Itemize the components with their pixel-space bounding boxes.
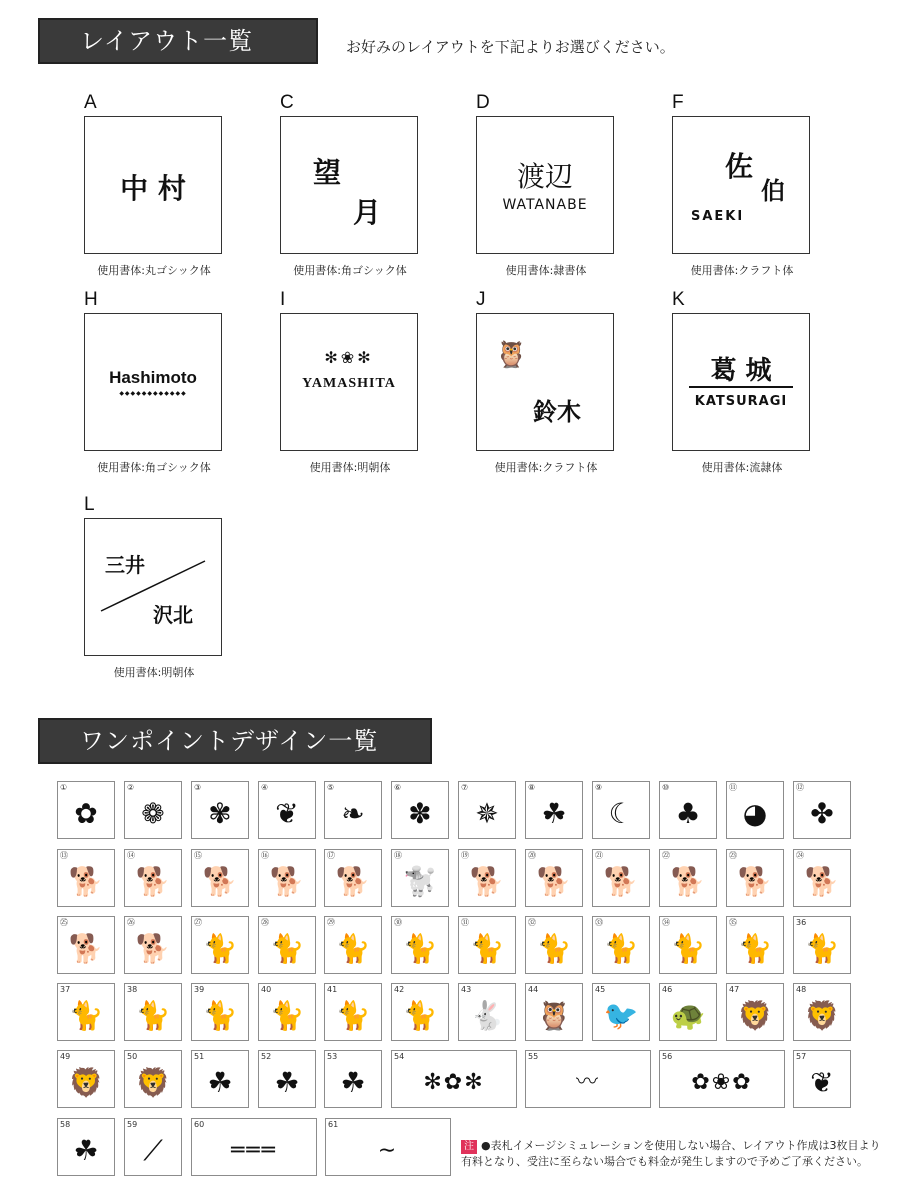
paw-print-icon: ✤ bbox=[810, 797, 834, 830]
flowers-butterfly-icon: ✿❀✿ bbox=[691, 1070, 753, 1095]
shih-tzu-icon: 🐕 bbox=[68, 932, 104, 965]
nameplate-text: 沢北 bbox=[153, 603, 193, 627]
design-option-19[interactable] bbox=[458, 849, 516, 907]
design-option-40[interactable] bbox=[258, 983, 316, 1041]
design-number: ⑮ bbox=[194, 851, 202, 860]
design-option-31[interactable] bbox=[458, 916, 516, 974]
design-number: ⑤ bbox=[327, 783, 335, 792]
four-leaf-clover-icon: ☘ bbox=[340, 1066, 366, 1099]
rose-icon: ❁ bbox=[141, 797, 165, 830]
design-option-36[interactable] bbox=[793, 916, 851, 974]
design-number: ㉝ bbox=[595, 918, 603, 927]
design-number: ⑨ bbox=[595, 783, 603, 792]
layout-letter: C bbox=[280, 92, 294, 113]
diagonal-divider bbox=[85, 519, 221, 655]
nameplate-text: 葛 城 bbox=[710, 356, 772, 386]
design-number: 48 bbox=[796, 985, 807, 994]
nameplate-romaji: KATSURAGI bbox=[694, 394, 788, 409]
layout-letter: K bbox=[672, 289, 685, 310]
layout-caption: 使用書体:角ゴシック体 bbox=[293, 264, 407, 277]
nameplate-ornament: ◆◆◆◆◆◆◆◆◆◆◆◆ bbox=[119, 390, 187, 397]
cat-tail-icon: 🐈 bbox=[402, 999, 438, 1032]
design-number: 50 bbox=[127, 1052, 138, 1061]
design-option-5[interactable] bbox=[324, 781, 382, 839]
cat-standing-icon: 🐈 bbox=[536, 932, 572, 965]
design-number: 49 bbox=[60, 1052, 71, 1061]
design-number: ㉞ bbox=[662, 918, 670, 927]
design-number: 38 bbox=[127, 985, 138, 994]
shisa-3-icon: 🦁 bbox=[68, 1066, 104, 1099]
design-option-34[interactable] bbox=[659, 916, 717, 974]
owl-icon: 🦉 bbox=[495, 340, 528, 370]
flower-swirl-icon: ✿ bbox=[74, 797, 98, 830]
owl-icon: 🦉 bbox=[536, 999, 572, 1032]
moon-leaf-icon: ☾ bbox=[608, 797, 634, 830]
design-option-57[interactable] bbox=[793, 1050, 851, 1108]
design-number: ㉚ bbox=[394, 918, 402, 927]
design-number: ① bbox=[60, 783, 68, 792]
layout-preview bbox=[280, 116, 418, 254]
layout-preview bbox=[476, 116, 614, 254]
rabbit-icon: 🐇 bbox=[469, 999, 505, 1032]
layout-preview bbox=[84, 116, 222, 254]
double-line-icon: ═══ bbox=[231, 1138, 277, 1163]
design-number: 37 bbox=[60, 985, 71, 994]
layout-caption: 使用書体:角ゴシック体 bbox=[97, 461, 211, 474]
persian-cat-icon: 🐈 bbox=[335, 932, 371, 965]
design-number: ⑭ bbox=[127, 851, 135, 860]
design-number: 59 bbox=[127, 1120, 138, 1129]
design-option-13[interactable] bbox=[57, 849, 115, 907]
design-option-54[interactable] bbox=[391, 1050, 517, 1108]
design-option-25[interactable] bbox=[57, 916, 115, 974]
design-number: 54 bbox=[394, 1052, 405, 1061]
design-number: 52 bbox=[261, 1052, 272, 1061]
sheltie-icon: 🐕 bbox=[202, 865, 238, 898]
design-number: ㉑ bbox=[595, 851, 603, 860]
design-number: 42 bbox=[394, 985, 405, 994]
clover-2-icon: ☘ bbox=[274, 1066, 300, 1099]
design-number: ⑩ bbox=[662, 783, 670, 792]
bird-icon: 🐦 bbox=[603, 999, 639, 1032]
design-number: ② bbox=[127, 783, 135, 792]
design-option-43[interactable] bbox=[458, 983, 516, 1041]
grass-icon: ✵ bbox=[475, 797, 499, 830]
design-number: ⑲ bbox=[461, 851, 469, 860]
design-number: ㉔ bbox=[796, 851, 804, 860]
brush-line bbox=[689, 386, 793, 388]
clover-icon: ☘ bbox=[207, 1066, 233, 1099]
design-number: ⑦ bbox=[461, 783, 469, 792]
ivy-icon: ☘ bbox=[541, 797, 567, 830]
cat-loaf-icon: 🐈 bbox=[335, 999, 371, 1032]
design-number: 45 bbox=[595, 985, 606, 994]
design-option-10[interactable] bbox=[659, 781, 717, 839]
design-option-52[interactable] bbox=[258, 1050, 316, 1108]
design-option-51[interactable] bbox=[191, 1050, 249, 1108]
layout-letter: H bbox=[84, 289, 98, 310]
design-option-50[interactable] bbox=[124, 1050, 182, 1108]
nameplate-text: 伯 bbox=[761, 177, 785, 205]
design-option-45[interactable] bbox=[592, 983, 650, 1041]
layout-preview bbox=[84, 518, 222, 656]
design-number: ㉘ bbox=[261, 918, 269, 927]
swoosh-icon: ∼ bbox=[377, 1138, 399, 1163]
layout-caption: 使用書体:クラフト体 bbox=[494, 461, 598, 474]
design-option-6[interactable] bbox=[391, 781, 449, 839]
design-option-32[interactable] bbox=[525, 916, 583, 974]
poodle-icon: 🐩 bbox=[402, 865, 438, 898]
cat-pose-icon: 🐈 bbox=[135, 999, 171, 1032]
layout-caption: 使用書体:クラフト体 bbox=[690, 264, 794, 277]
design-number: 40 bbox=[261, 985, 272, 994]
design-number: ⑰ bbox=[327, 851, 335, 860]
design-number: ③ bbox=[194, 783, 202, 792]
design-option-1[interactable] bbox=[57, 781, 115, 839]
design-number: 41 bbox=[327, 985, 338, 994]
design-option-39[interactable] bbox=[191, 983, 249, 1041]
design-option-21[interactable] bbox=[592, 849, 650, 907]
design-option-27[interactable] bbox=[191, 916, 249, 974]
nameplate-romaji: WATANABE bbox=[502, 197, 588, 213]
layout-caption: 使用書体:明朝体 bbox=[113, 666, 195, 679]
design-option-33[interactable] bbox=[592, 916, 650, 974]
design-option-42[interactable] bbox=[391, 983, 449, 1041]
cat-walking-icon: 🐈 bbox=[269, 932, 305, 965]
design-number: 51 bbox=[194, 1052, 205, 1061]
cat-lying-icon: 🐈 bbox=[202, 999, 238, 1032]
design-option-48[interactable] bbox=[793, 983, 851, 1041]
design-option-4[interactable] bbox=[258, 781, 316, 839]
cat-crouch-icon: 🐈 bbox=[269, 999, 305, 1032]
shisa-icon: 🦁 bbox=[737, 999, 773, 1032]
design-option-41[interactable] bbox=[324, 983, 382, 1041]
layout-caption: 使用書体:明朝体 bbox=[309, 461, 391, 474]
design-number: ⑧ bbox=[528, 783, 536, 792]
turtle-icon: 🐢 bbox=[670, 999, 706, 1032]
design-option-26[interactable] bbox=[124, 916, 182, 974]
cat-round-icon: 🐈 bbox=[737, 932, 773, 965]
design-number: ⑯ bbox=[261, 851, 269, 860]
nameplate-text: 佐 bbox=[725, 150, 754, 183]
design-option-18[interactable] bbox=[391, 849, 449, 907]
dachshund-icon: 🐕 bbox=[536, 865, 572, 898]
layout-caption: 使用書体:丸ゴシック体 bbox=[97, 264, 211, 277]
layout-letter: L bbox=[84, 494, 95, 515]
design-option-58[interactable] bbox=[57, 1118, 115, 1176]
note-text: ●表札イメージシミュレーションを使用しない場合、レイアウト作成は3枚目より有料となり、受注に至らない場合でも料金が発生しますので予めご了承ください。 bbox=[461, 1139, 881, 1168]
longhair-cat-icon: 🐈 bbox=[670, 932, 706, 965]
design-number: 39 bbox=[194, 985, 205, 994]
cat-sitting-icon: 🐈 bbox=[202, 932, 238, 965]
design-option-17[interactable] bbox=[324, 849, 382, 907]
leaf-branch-icon: ❧ bbox=[341, 797, 365, 830]
nameplate-text: Hashimoto bbox=[109, 368, 197, 387]
french-bulldog-icon: 🐕 bbox=[135, 932, 171, 965]
design-number: ⑫ bbox=[796, 783, 804, 792]
design-number: ㉟ bbox=[729, 918, 737, 927]
layout-preview bbox=[476, 313, 614, 451]
design-option-56[interactable] bbox=[659, 1050, 785, 1108]
design-option-37[interactable] bbox=[57, 983, 115, 1041]
design-number: ④ bbox=[261, 783, 269, 792]
flowers-icon: ✾ bbox=[208, 797, 232, 830]
design-option-20[interactable] bbox=[525, 849, 583, 907]
schnauzer-icon: 🐕 bbox=[804, 865, 840, 898]
long-dachshund-icon: 🐕 bbox=[603, 865, 639, 898]
design-number: ⑥ bbox=[394, 783, 402, 792]
design-option-3[interactable] bbox=[191, 781, 249, 839]
design-option-16[interactable] bbox=[258, 849, 316, 907]
design-number: 61 bbox=[328, 1120, 339, 1129]
design-number: ㉛ bbox=[461, 918, 469, 927]
design-option-46[interactable] bbox=[659, 983, 717, 1041]
design-option-49[interactable] bbox=[57, 1050, 115, 1108]
note-badge: 注 bbox=[461, 1140, 477, 1154]
cat-looking-icon: 🐈 bbox=[603, 932, 639, 965]
layout-caption: 使用書体:流隷体 bbox=[701, 461, 783, 474]
fruit-branch-icon: ❦ bbox=[275, 797, 299, 830]
design-option-24[interactable] bbox=[793, 849, 851, 907]
shiba-icon: 🐕 bbox=[135, 865, 171, 898]
design-number: ㉗ bbox=[194, 918, 202, 927]
tree-icon: ♣ bbox=[675, 797, 701, 830]
design-number: 55 bbox=[528, 1052, 539, 1061]
layout-letter: I bbox=[280, 289, 286, 310]
design-option-55[interactable] bbox=[525, 1050, 651, 1108]
design-number: 47 bbox=[729, 985, 740, 994]
design-number: 46 bbox=[662, 985, 673, 994]
nameplate-text: 中 村 bbox=[120, 172, 186, 205]
layout-letter: F bbox=[672, 92, 684, 113]
layout-preview bbox=[280, 313, 418, 451]
note bbox=[461, 1138, 891, 1170]
shisa-2-icon: 🦁 bbox=[804, 999, 840, 1032]
design-number: ⑬ bbox=[60, 851, 68, 860]
layout-caption: 使用書体:隷書体 bbox=[505, 264, 587, 277]
design-option-59[interactable] bbox=[124, 1118, 182, 1176]
dog-emblem-icon: ◕ bbox=[742, 797, 768, 830]
design-option-35[interactable] bbox=[726, 916, 784, 974]
ivy-branch-icon: ☘ bbox=[73, 1134, 99, 1167]
cat-upright-icon: 🐈 bbox=[68, 999, 104, 1032]
papillon-icon: 🐕 bbox=[269, 865, 305, 898]
design-number: 44 bbox=[528, 985, 539, 994]
design-number: 60 bbox=[194, 1120, 205, 1129]
maltese-icon: 🐕 bbox=[335, 865, 371, 898]
leaves-icon: ❦ bbox=[810, 1066, 834, 1099]
design-option-12[interactable] bbox=[793, 781, 851, 839]
design-number: ㉙ bbox=[327, 918, 335, 927]
layout-instruction: お好みのレイアウトを下記よりお選びください。 bbox=[346, 38, 675, 56]
design-option-7[interactable] bbox=[458, 781, 516, 839]
design-option-47[interactable] bbox=[726, 983, 784, 1041]
design-number: ⑪ bbox=[729, 783, 737, 792]
design-option-11[interactable] bbox=[726, 781, 784, 839]
line-icon: 〰 bbox=[575, 1070, 600, 1095]
design-number: 56 bbox=[662, 1052, 673, 1061]
design-number: 43 bbox=[461, 985, 472, 994]
design-number: ㉖ bbox=[127, 918, 135, 927]
terrier-icon: 🐕 bbox=[469, 865, 505, 898]
design-option-30[interactable] bbox=[391, 916, 449, 974]
layout-preview bbox=[672, 116, 810, 254]
design-number: ㉒ bbox=[662, 851, 670, 860]
design-option-9[interactable] bbox=[592, 781, 650, 839]
design-option-61[interactable] bbox=[325, 1118, 451, 1176]
design-number: ⑱ bbox=[394, 851, 402, 860]
layout-section-title: レイアウト一覧 bbox=[38, 18, 318, 64]
design-number: 53 bbox=[327, 1052, 338, 1061]
nameplate-text: 三井 bbox=[105, 553, 145, 577]
design-option-53[interactable] bbox=[324, 1050, 382, 1108]
design-number: ⑳ bbox=[528, 851, 536, 860]
nameplate-romaji: YAMASHITA bbox=[302, 376, 396, 391]
design-option-60[interactable] bbox=[191, 1118, 317, 1176]
layout-letter: D bbox=[476, 92, 490, 113]
design-option-23[interactable] bbox=[726, 849, 784, 907]
design-option-38[interactable] bbox=[124, 983, 182, 1041]
nameplate-romaji: SAEKI bbox=[691, 209, 745, 224]
nameplate-text: 月 bbox=[353, 196, 382, 229]
shisa-4-icon: 🦁 bbox=[135, 1066, 171, 1099]
layout-preview bbox=[672, 313, 810, 451]
design-number: ㉜ bbox=[528, 918, 536, 927]
layout-letter: A bbox=[84, 92, 97, 113]
cat-stretch-icon: 🐈 bbox=[804, 932, 840, 965]
herb-icon: ✽ bbox=[408, 797, 432, 830]
nameplate-text: 鈴木 bbox=[533, 398, 581, 426]
design-number: 57 bbox=[796, 1052, 807, 1061]
flower-ornament-icon: ✻❀✻ bbox=[324, 348, 374, 367]
design-option-22[interactable] bbox=[659, 849, 717, 907]
brush-stroke-icon: ⟋ bbox=[143, 1134, 163, 1167]
nameplate-text: 渡辺 bbox=[516, 160, 573, 193]
nameplate-text: 望 bbox=[313, 156, 342, 189]
corgi-icon: 🐕 bbox=[68, 865, 104, 898]
layout-preview bbox=[84, 313, 222, 451]
design-option-14[interactable] bbox=[124, 849, 182, 907]
design-number: 58 bbox=[60, 1120, 71, 1129]
design-option-8[interactable] bbox=[525, 781, 583, 839]
design-option-44[interactable] bbox=[525, 983, 583, 1041]
design-option-15[interactable] bbox=[191, 849, 249, 907]
design-number: ㉕ bbox=[60, 918, 68, 927]
icon-section-title: ワンポイントデザイン一覧 bbox=[38, 718, 432, 764]
design-number: ㉓ bbox=[729, 851, 737, 860]
design-number: 36 bbox=[796, 918, 807, 927]
yorkie-icon: 🐕 bbox=[737, 865, 773, 898]
design-option-29[interactable] bbox=[324, 916, 382, 974]
flower-row-icon: ✻✿✻ bbox=[423, 1070, 485, 1095]
pomeranian-icon: 🐕 bbox=[670, 865, 706, 898]
fluffy-cat-icon: 🐈 bbox=[402, 932, 438, 965]
design-option-28[interactable] bbox=[258, 916, 316, 974]
layout-letter: J bbox=[476, 289, 486, 310]
cat-back-icon: 🐈 bbox=[469, 932, 505, 965]
design-option-2[interactable] bbox=[124, 781, 182, 839]
